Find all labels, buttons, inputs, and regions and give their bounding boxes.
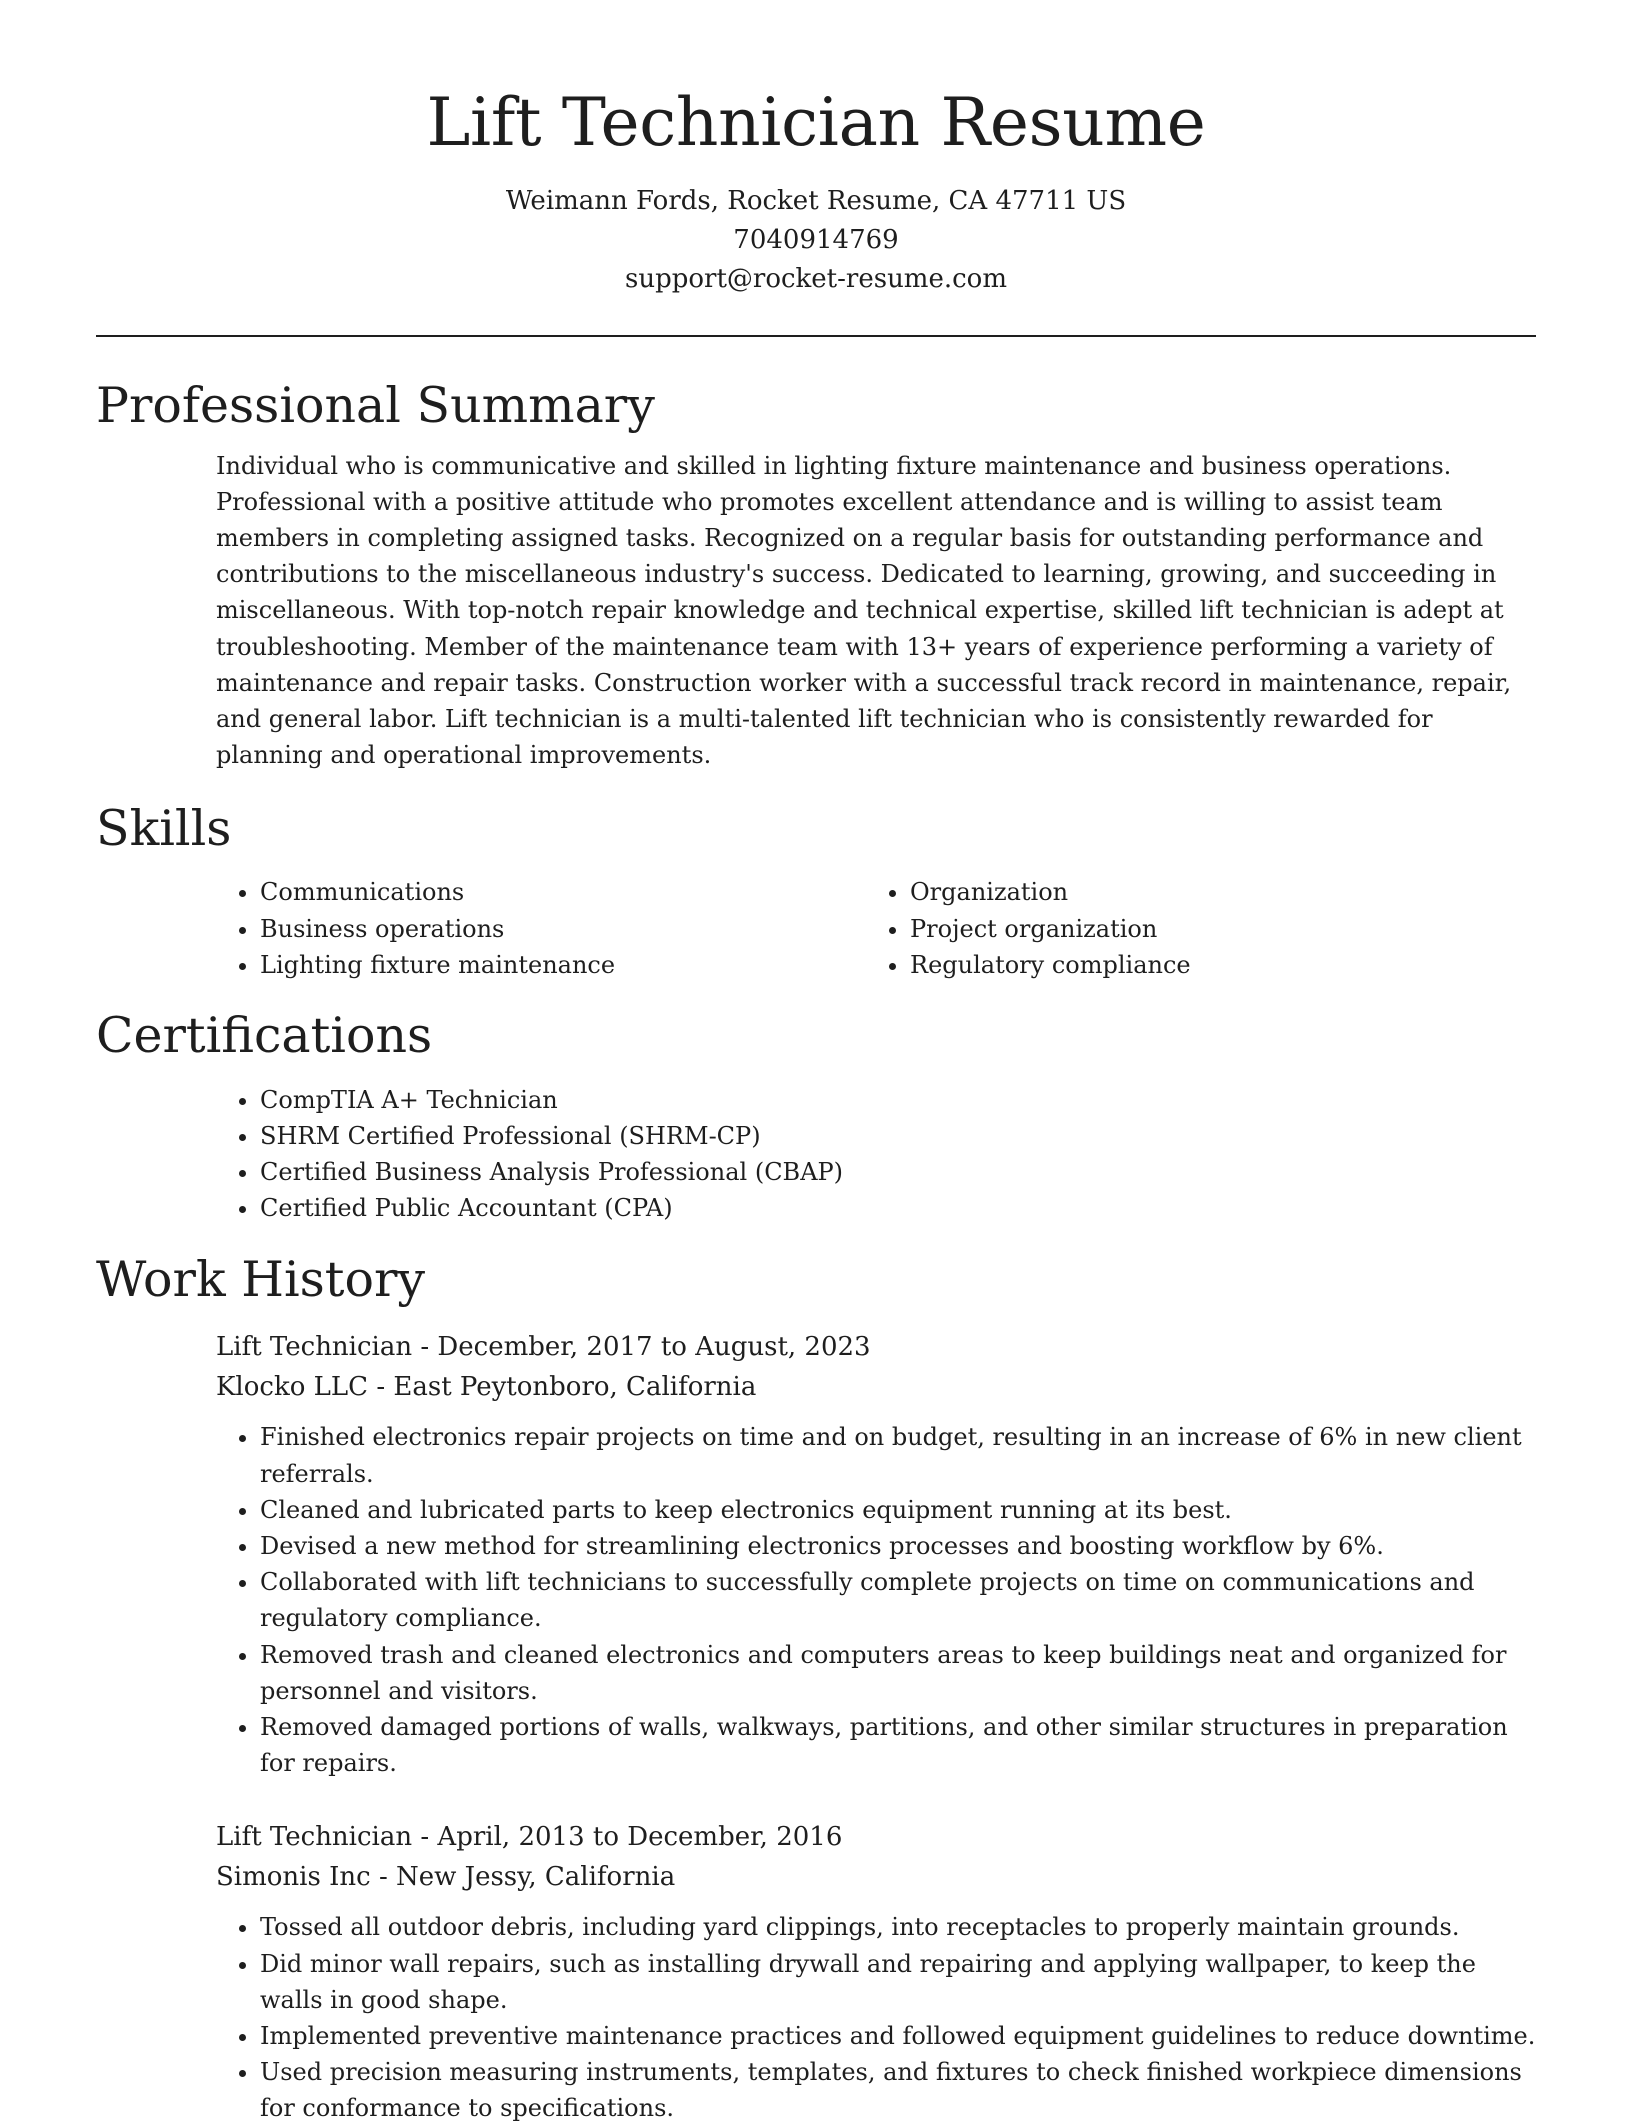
certification-item: • Certified Business Analysis Professional (CBAP) — [260, 1154, 1536, 1190]
job-duty-item: • Used precision measuring instruments, templates, and fixtures to check finished workpiece dimensions for conformance to specifications. — [260, 2054, 1536, 2126]
skill-item: • Business operations — [260, 911, 866, 947]
job-title-line: Lift Technician - December, 2017 to August, 2023 — [216, 1332, 871, 1363]
job-duty-item: • Implemented preventive maintenance practices and followed equipment guidelines to reduce downtime. — [260, 2018, 1536, 2054]
certification-item: • CompTIA A+ Technician — [260, 1082, 1536, 1118]
skills-grid — [216, 874, 1536, 983]
job-company-line: Klocko LLC - East Peytonboro, California — [216, 1372, 757, 1403]
contact-address: Weimann Fords, Rocket Resume, CA 47711 US — [505, 185, 1127, 216]
skill-item: • Organization — [910, 874, 1516, 910]
skills-list-right — [866, 874, 1516, 983]
header-divider — [96, 335, 1536, 337]
skill-item: • Regulatory compliance — [910, 947, 1516, 983]
job-duty-item: • Finished electronics repair projects on time and on budget, resulting in an increase of 6% in new client referrals. — [260, 1419, 1536, 1491]
skills-list-left — [216, 874, 866, 983]
summary-text: Individual who is communicative and skilled in lighting fixture maintenance and business operations. Professional with a positive attitude who promotes excellent attendance and is willing to assist team members in completing assigned tasks. Recognized on a regular basis for outstanding performance and contributions to the miscellaneous industry's success. Dedicated to learning, growing, and succeeding in miscellaneous. With top-notch repair knowledge and technical expertise, skilled lift technician is adept at troubleshooting. Member of the maintenance team with 13+ years of experience performing a variety of maintenance and repair tasks. Construction worker with a successful track record in maintenance, repair, and general labor. Lift technician is a multi-talented lift technician who is consistently rewarded for planning and operational improvements. — [216, 451, 1512, 770]
job-duty-item: • Removed trash and cleaned electronics and computers areas to keep buildings neat and organized for personnel and visitors. — [260, 1637, 1536, 1709]
page-title: Lift Technician Resume — [426, 84, 1206, 161]
job-title-line: Lift Technician - April, 2013 to December, 2016 — [216, 1822, 843, 1853]
section-work-history — [96, 1251, 1536, 2127]
summary-heading: Professional Summary — [96, 376, 655, 434]
section-summary — [96, 377, 1536, 774]
job-duties-list — [216, 1419, 1536, 1781]
section-certifications — [96, 1007, 1536, 1227]
certification-item: • SHRM Certified Professional (SHRM-CP) — [260, 1118, 1536, 1154]
job-entry — [216, 1817, 1536, 2126]
job-duty-item: • Did minor wall repairs, such as installing drywall and repairing and applying wallpaper, to keep the walls in good shape. — [260, 1946, 1536, 2018]
skills-column-left — [216, 874, 866, 983]
skill-item: • Communications — [260, 874, 866, 910]
job-entry — [216, 1327, 1536, 1781]
job-duties-list — [216, 1909, 1536, 2126]
skill-item: • Lighting fixture maintenance — [260, 947, 866, 983]
skill-item: • Project organization — [910, 911, 1516, 947]
skills-heading: Skills — [96, 799, 232, 857]
job-company-line: Simonis Inc - New Jessy, California — [216, 1862, 676, 1893]
resume-header — [96, 0, 1536, 299]
certifications-list — [216, 1082, 1536, 1227]
job-duty-item: • Removed damaged portions of walls, walkways, partitions, and other similar structures in preparation for repairs. — [260, 1709, 1536, 1781]
work-history-heading: Work History — [96, 1250, 426, 1308]
job-duty-item: • Collaborated with lift technicians to successfully complete projects on time on communications and regulatory compliance. — [260, 1564, 1536, 1636]
section-skills — [96, 800, 1536, 983]
certifications-heading: Certifications — [96, 1006, 433, 1064]
contact-email: support@rocket-resume.com — [624, 263, 1007, 294]
contact-phone: 7040914769 — [733, 224, 899, 255]
skills-column-right — [866, 874, 1516, 983]
job-duty-item: • Tossed all outdoor debris, including yard clippings, into receptacles to properly maintain grounds. — [260, 1909, 1536, 1945]
certification-item: • Certified Public Accountant (CPA) — [260, 1190, 1536, 1226]
job-duty-item: • Devised a new method for streamlining electronics processes and boosting workflow by 6%. — [260, 1528, 1536, 1564]
job-duty-item: • Cleaned and lubricated parts to keep electronics equipment running at its best. — [260, 1492, 1536, 1528]
